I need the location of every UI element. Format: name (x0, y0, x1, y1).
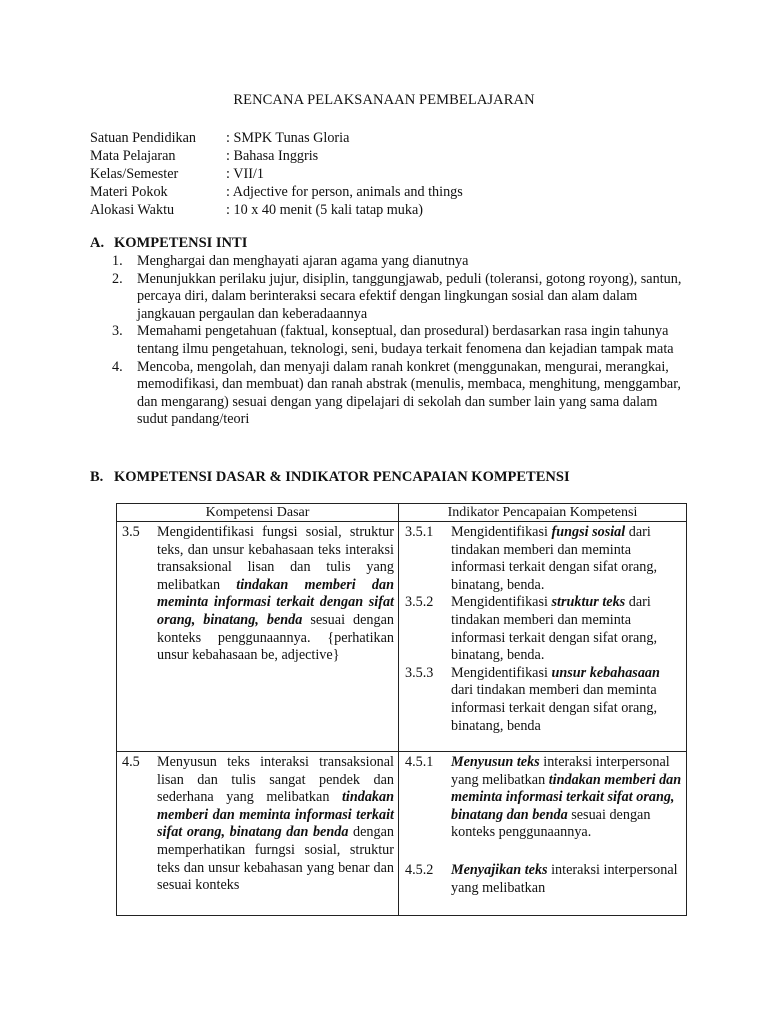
section-b-heading (90, 469, 570, 486)
list-text: Memahami pengetahuan (faktual, konseptual, dan prosedural) berdasarkan rasa ingin tahunya tentang ilmu pengetahuan, teknologi, seni, budaya terkait fenomena dan kejadian tampak mata (137, 323, 674, 357)
identity-row (90, 165, 463, 183)
kd-ipk-table (116, 503, 687, 916)
document-title: RENCANA PELAKSANAAN PEMBELAJARAN (233, 92, 535, 108)
indicator-emphasis: struktur teks (551, 594, 626, 611)
indicator-emphasis: Menyajikan teks (451, 861, 548, 878)
kd-text-part: sesuai dengan konteks penggunaannya. {perhatikan unsur kebahasaan be, adjective} (157, 611, 394, 664)
table-row (117, 752, 687, 916)
list-number: 3. (112, 323, 123, 340)
identity-value: : Bahasa Inggris (226, 148, 319, 164)
identity-label: Satuan Pendidikan (90, 130, 196, 146)
kompetensi-inti-list (90, 253, 690, 429)
table-header-row (117, 504, 687, 522)
identity-value: : 10 x 40 menit (5 kali tatap muka) (226, 202, 424, 218)
kd-text-part: Menyusun teks interaksi transaksional lisan dan tulis sangat pendek dan sederhana yang melibatkan (157, 754, 394, 806)
list-number: 4. (112, 358, 123, 375)
indicator-text: interaksi interpersonal yang melibatkan (451, 754, 670, 788)
identity-row (90, 129, 463, 147)
indicator-emphasis: tindakan memberi dan meminta informasi terkait sifat orang, binatang dan benda (451, 771, 682, 823)
indicator-item (399, 862, 682, 897)
list-text: Mencoba, mengolah, dan menyaji dalam ranah konkret (menggunakan, mengurai, merangkai, memodifikasi, dan membuat) dan ranah abstrak (menulis, membaca, menghitung, menggambar, dan mengarang) sesuai dengan yang dipelajari di sekolah dan sumber lain yang sama dalam sudut pandang/teori (137, 358, 681, 428)
section-a-title: KOMPETENSI INTI (114, 235, 248, 251)
kd-text (157, 524, 394, 665)
table-row (117, 522, 687, 752)
list-item (90, 359, 690, 429)
indicator-text: Mengidentifikasi (451, 664, 552, 681)
indicator-item (399, 524, 682, 594)
identity-label: Materi Pokok (90, 184, 168, 200)
indicator-text: interaksi interpersonal yang melibatkan (451, 861, 678, 896)
indicator-code: 3.5.2 (405, 594, 434, 611)
list-item (90, 271, 690, 324)
identity-block (90, 129, 463, 219)
list-number: 1. (112, 253, 123, 269)
kd-code: 4.5 (122, 754, 140, 770)
column-header-kd: Kompetensi Dasar (117, 504, 399, 522)
indicator-code: 4.5.2 (405, 861, 434, 878)
identity-label: Mata Pelajaran (90, 148, 176, 164)
indicator-code: 4.5.1 (405, 754, 434, 770)
indicator-text: dari tindakan memberi dan meminta informasi terkait dengan sifat orang, binatang, benda. (451, 524, 658, 593)
indicator-text: Mengidentifikasi (451, 594, 552, 611)
section-a-letter: A. (90, 235, 105, 251)
section-b-title: KOMPETENSI DASAR & INDIKATOR PENCAPAIAN KOMPETENSI (114, 469, 570, 485)
indicator-emphasis: fungsi sosial (551, 524, 626, 540)
identity-value: : VII/1 (226, 166, 264, 182)
indicator-text: dari tindakan memberi dan meminta informasi terkait dengan sifat orang, binatang, benda. (451, 594, 658, 664)
ipk-cell (399, 522, 687, 752)
kd-text-part: Mengidentifikasi fungsi sosial, struktur teks, dan unsur kebahasaan teks interaksi transaksional lisan dan tulis yang melibatkan (157, 524, 394, 593)
indicator-item (399, 754, 682, 842)
identity-label: Alokasi Waktu (90, 202, 175, 218)
indicator-text: Mengidentifikasi (451, 524, 552, 540)
kd-cell (117, 752, 399, 916)
section-b-letter: B. (90, 469, 104, 485)
indicator-text: sesuai dengan konteks penggunaannya. (451, 806, 651, 841)
identity-row (90, 201, 463, 219)
indicator-code: 3.5.1 (405, 524, 434, 540)
identity-row (90, 147, 463, 165)
column-header-ipk: Indikator Pencapaian Kompetensi (399, 504, 687, 522)
indicator-emphasis: unsur kebahasaan (551, 664, 660, 681)
indicator-emphasis: Menyusun teks (451, 754, 540, 770)
kd-cell (117, 522, 399, 752)
indicator-code: 3.5.3 (405, 664, 434, 681)
list-item (90, 253, 690, 271)
list-item (90, 323, 690, 358)
ipk-cell (399, 752, 687, 916)
indicator-item (399, 594, 682, 664)
kd-code: 3.5 (122, 524, 140, 540)
indicator-item (399, 665, 682, 735)
indicator-text: dari tindakan memberi dan meminta informasi terkait dengan sifat orang, binatang, benda (451, 682, 658, 734)
kd-text (157, 754, 394, 895)
section-a-heading (90, 235, 247, 252)
list-text: Menghargai dan menghayati ajaran agama yang dianutnya (137, 253, 469, 269)
kd-text-emphasis: tindakan memberi dan meminta informasi terkait dengan sifat orang, binatang, benda (157, 576, 394, 628)
list-number: 2. (112, 270, 123, 287)
identity-label: Kelas/Semester (90, 166, 179, 182)
kd-text-part: dengan memperhatikan furngsi sosial, struktur teks dan unsur kebahasan yang benar dan sesuai konteks (157, 824, 394, 894)
kd-text-emphasis: tindakan memberi dan meminta informasi terkait sifat orang, binatang dan benda (157, 789, 394, 841)
identity-value: : Adjective for person, animals and things (226, 184, 463, 200)
identity-row (90, 183, 463, 201)
list-text: Menunjukkan perilaku jujur, disiplin, tanggungjawab, peduli (toleransi, gotong royong), santun, percaya diri, dalam berinteraksi secara efektif dengan lingkungan sosial dan alam dalam jangkauan pergaulan dan keberadaannya (137, 270, 682, 322)
identity-value: : SMPK Tunas Gloria (226, 130, 350, 146)
